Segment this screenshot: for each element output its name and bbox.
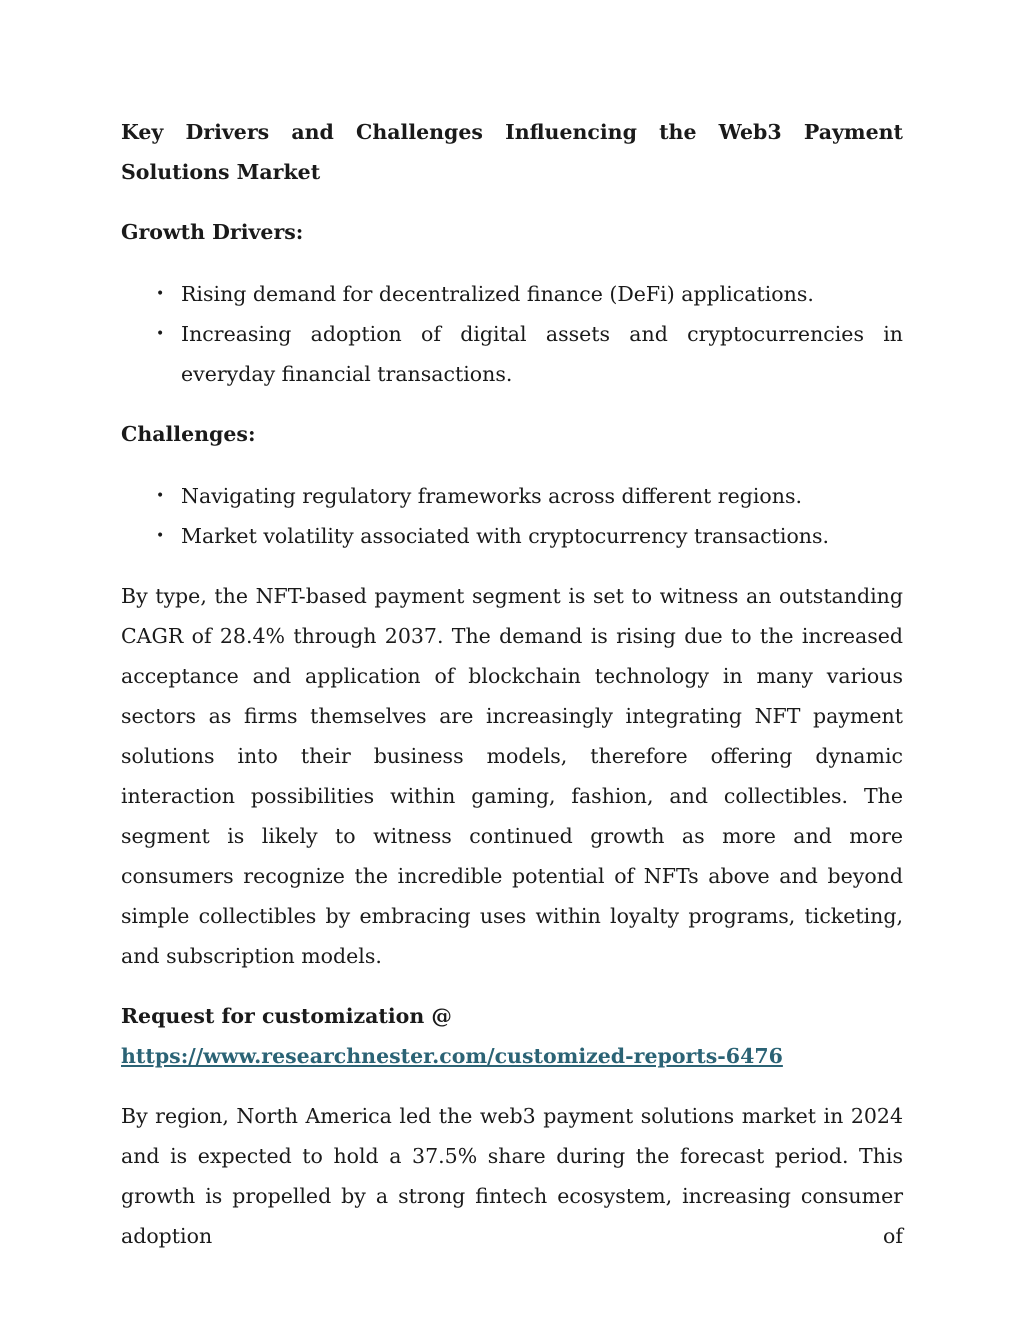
bullet-icon: • <box>156 286 165 302</box>
customization-request <box>121 996 903 1076</box>
challenges-list <box>121 476 903 556</box>
customization-link[interactable]: https://www.researchnester.com/customized-reports-6476 <box>121 1044 783 1068</box>
page-title-line-2: Solutions Market <box>121 160 321 184</box>
bullet-icon: • <box>156 528 165 544</box>
list-item <box>121 476 903 516</box>
growth-drivers-heading: Growth Drivers: <box>121 220 304 244</box>
list-item <box>121 274 903 314</box>
growth-drivers-list <box>121 274 903 394</box>
page-title <box>121 112 903 192</box>
list-item <box>121 314 903 394</box>
nft-segment-paragraph: By type, the NFT-based payment segment is set to witness an outstanding CAGR of 28.4% through 2037. The demand is rising due to the increased acceptance and application of blockchain technology in many various sectors as firms themselves are increasingly integrating NFT payment solutions into their business models, therefore offering dynamic interaction possibilities within gaming, fashion, and collectibles. The segment is likely to witness continued growth as more and more consumers recognize the incredible potential of NFTs above and beyond simple collectibles by embracing uses within loyalty programs, ticketing, and subscription models. <box>121 584 903 968</box>
list-item-text: Increasing adoption of digital assets and cryptocurrencies in everyday financial transactions. <box>181 322 903 386</box>
list-item-text: Navigating regulatory frameworks across different regions. <box>181 484 802 508</box>
list-item <box>121 516 903 556</box>
page-title-line-1: Key Drivers and Challenges Influencing the Web3 Payment <box>121 120 903 144</box>
customization-request-label: Request for customization @ <box>121 1004 452 1028</box>
document-page <box>121 112 903 1276</box>
challenges-heading: Challenges: <box>121 422 256 446</box>
bullet-icon: • <box>156 326 165 342</box>
bullet-icon: • <box>156 488 165 504</box>
list-item-text: Market volatility associated with cryptocurrency transactions. <box>181 524 830 548</box>
region-paragraph: By region, North America led the web3 payment solutions market in 2024 and is expected to hold a 37.5% share during the forecast period. This growth is propelled by a strong fintech ecosystem, increasing consumer adoption of <box>121 1104 903 1248</box>
list-item-text: Rising demand for decentralized finance (DeFi) applications. <box>181 282 814 306</box>
